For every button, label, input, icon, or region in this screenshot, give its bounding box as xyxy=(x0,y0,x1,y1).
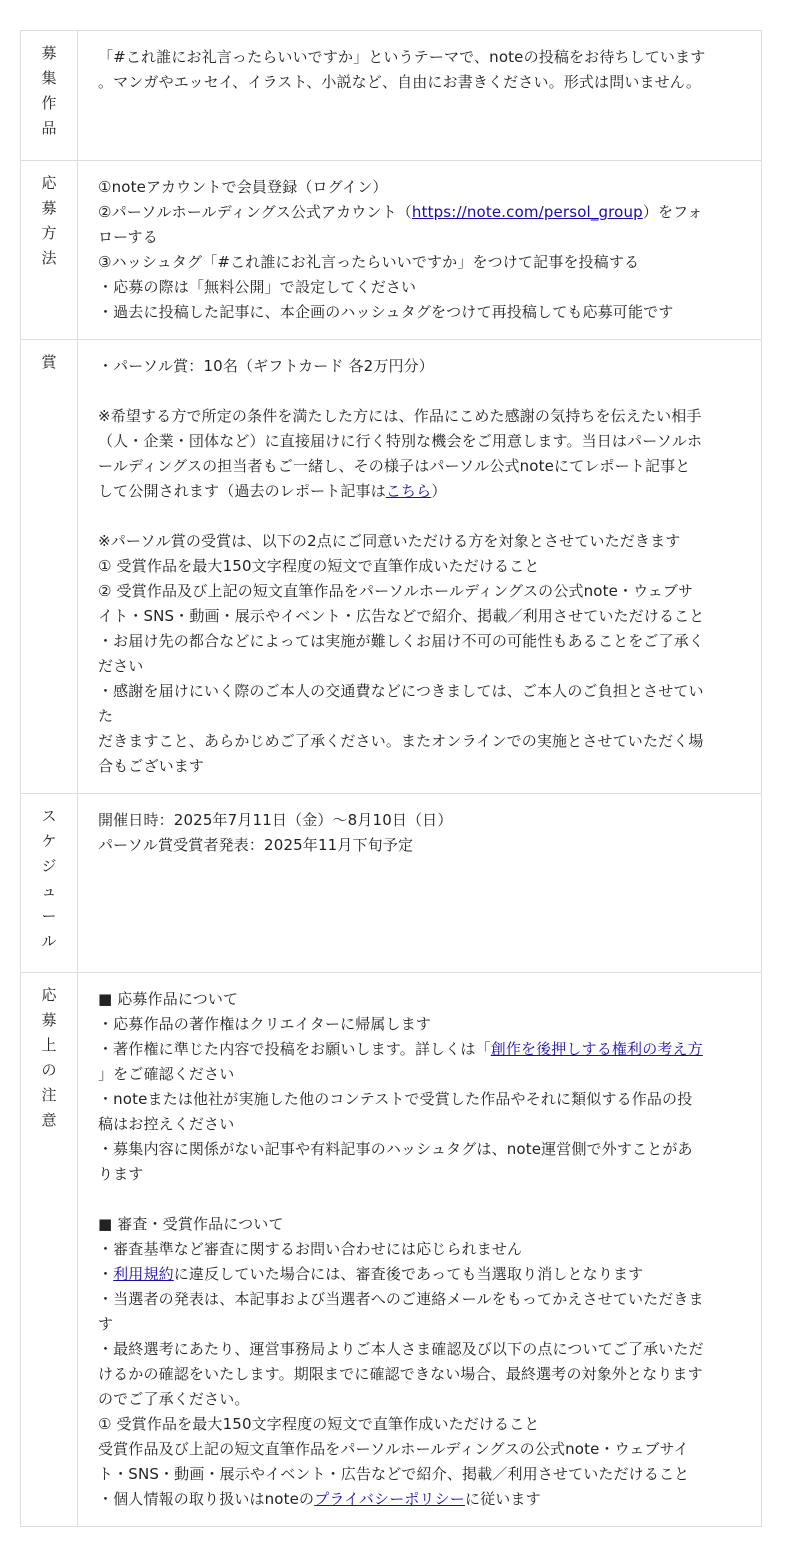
spacer xyxy=(98,1187,741,1212)
text-line: けるかの確認をいたします。期限までに確認できない場合、最終選考の対象外となります xyxy=(98,1365,703,1383)
row-content-entries xyxy=(78,31,762,161)
text-line: ります xyxy=(98,1165,144,1183)
text-line xyxy=(98,1262,741,1287)
text-line: す xyxy=(98,1315,114,1333)
row-label-cell xyxy=(21,340,78,794)
schedule-dates: 開催日時：2025年7月11日（金）〜8月10日（日） xyxy=(98,811,453,829)
row-content-notes xyxy=(78,973,762,1527)
text-line: 。マンガやエッセイ、イラスト、小説など、自由にお書きください。形式は問いません。 xyxy=(98,73,702,91)
past-report-link[interactable]: こちら xyxy=(385,482,432,500)
schedule-announcement: パーソル賞受賞者発表：2025年11月下旬予定 xyxy=(98,836,414,854)
text-line xyxy=(98,1037,741,1062)
text-line: ・感謝を届けにいく際のご本人の交通費などにつきましては、ご本人のご負担とさせてい xyxy=(98,682,704,700)
row-label-cell xyxy=(21,794,78,973)
text-span: に違反していた場合には、審査後であっても当選取り消しとなります xyxy=(173,1265,644,1283)
text-span: ・ xyxy=(98,1265,114,1283)
step-2-text: ②パーソルホールディングス公式アカウント（ xyxy=(98,203,412,221)
prize-line: ・パーソル賞：10名（ギフトカード 各2万円分） xyxy=(98,357,434,375)
row-content-prize xyxy=(78,340,762,794)
table-row-schedule xyxy=(21,794,762,973)
text-line: た xyxy=(98,707,114,725)
row-label-cell xyxy=(21,161,78,340)
note-line: ・過去に投稿した記事に、本企画のハッシュタグをつけて再投稿しても応募可能です xyxy=(98,303,674,321)
text-span: ・個人情報の取り扱いはnoteの xyxy=(98,1490,315,1508)
text-line: 合もございます xyxy=(98,757,205,775)
text-line: （人・企業・団体など）に直接届けに行く特別な機会をご用意します。当日はパーソルホ xyxy=(98,432,703,450)
text-line: ・応募作品の著作権はクリエイターに帰属します xyxy=(98,1015,432,1033)
text-line: ② 受賞作品及び上記の短文直筆作品をパーソルホールディングスの公式note・ウェブサ xyxy=(98,582,694,600)
text-line: ト・SNS・動画・展示やイベント・広告などで紹介、掲載／利用させていただけること xyxy=(98,1465,690,1483)
table-row-notes xyxy=(21,973,762,1527)
contest-info-table xyxy=(20,30,762,1527)
rights-guide-link[interactable]: 創作を後押しする権利の考え方 xyxy=(490,1040,703,1058)
step-2-wrap: ローする xyxy=(98,228,158,246)
text-line: 受賞作品及び上記の短文直筆作品をパーソルホールディングスの公式note・ウェブサイ xyxy=(98,1440,689,1458)
step-2 xyxy=(98,200,741,225)
text-span: して公開されます（過去のレポート記事は xyxy=(98,482,386,500)
step-1: ①noteアカウントで会員登録（ログイン） xyxy=(98,178,388,196)
text-line: のでご了承ください。 xyxy=(98,1390,250,1408)
text-line: ・当選者の発表は、本記事および当選者へのご連絡メールをもってかえさせていただきま xyxy=(98,1290,704,1308)
text-span: ・著作権に準じた内容で投稿をお願いします。詳しくは「 xyxy=(98,1040,491,1058)
table-row-entries xyxy=(21,31,762,161)
text-line xyxy=(98,1487,741,1512)
step-2-text-after: ）をフォ xyxy=(642,203,703,221)
text-span: に従います xyxy=(464,1490,541,1508)
text-line: ① 受賞作品を最大150文字程度の短文で直筆作成いただけること xyxy=(98,1415,540,1433)
table-row-how-to-apply xyxy=(21,161,762,340)
text-line: ・最終選考にあたり、運営事務局よりご本人さま確認及び以下の点についてご了承いただ xyxy=(98,1340,704,1358)
row-content-schedule xyxy=(78,794,762,973)
text-line: ・noteまたは他社が実施した他のコンテストで受賞した作品やそれに類似する作品の投 xyxy=(98,1090,693,1108)
persol-account-link[interactable]: https://note.com/persol_group xyxy=(411,203,643,221)
row-label-cell xyxy=(21,31,78,161)
text-line: イト・SNS・動画・展示やイベント・広告などで紹介、掲載／利用させていただけること xyxy=(98,607,705,625)
section-heading: ■ 審査・受賞作品について xyxy=(98,1215,284,1233)
text-line: だきますこと、あらかじめご了承ください。またオンラインでの実施とさせていただく場 xyxy=(98,732,704,750)
text-line: ださい xyxy=(98,657,144,675)
text-line: ・お届け先の都合などによっては実施が難しくお届け不可の可能性もあることをご了承く xyxy=(98,632,705,650)
spacer xyxy=(98,379,741,404)
text-line: ・審査基準など審査に関するお問い合わせには応じられません xyxy=(98,1240,523,1258)
text-line: ・募集内容に関係がない記事や有料記事のハッシュタグは、note運営側で外すことがあ xyxy=(98,1140,693,1158)
terms-of-use-link[interactable]: 利用規約 xyxy=(113,1265,174,1283)
row-label-prize: 賞 xyxy=(41,353,57,371)
row-label-entries: 募集作品 xyxy=(41,44,57,137)
row-label-cell xyxy=(21,973,78,1527)
spacer xyxy=(98,504,741,529)
text-line: 稿はお控えください xyxy=(98,1115,235,1133)
text-line: ① 受賞作品を最大150文字程度の短文で直筆作成いただけること xyxy=(98,557,540,575)
row-label-how-to-apply: 応募方法 xyxy=(41,174,57,267)
section-heading: ■ 応募作品について xyxy=(98,990,239,1008)
step-3: ③ハッシュタグ「#これ誰にお礼言ったらいいですか」をつけて記事を投稿する xyxy=(98,253,640,271)
text-line: 「#これ誰にお礼言ったらいいですか」というテーマで、noteの投稿をお待ちしています xyxy=(98,48,706,66)
row-label-schedule: スケジュール xyxy=(41,807,57,950)
row-content-how-to-apply xyxy=(78,161,762,340)
text-span: ） xyxy=(431,482,447,500)
note-line: ・応募の際は「無料公開」で設定してください xyxy=(98,278,417,296)
text-line: 」をご確認ください xyxy=(98,1065,235,1083)
row-label-notes: 応募上の注意 xyxy=(41,986,57,1129)
table-row-prize xyxy=(21,340,762,794)
text-line: ※希望する方で所定の条件を満たした方には、作品にこめた感謝の気持ちを伝えたい相手 xyxy=(98,407,702,425)
privacy-policy-link[interactable]: プライバシーポリシー xyxy=(314,1490,465,1508)
text-line: ールディングスの担当者もご一緒し、その様子はパーソル公式noteにてレポート記事と xyxy=(98,457,691,475)
text-line xyxy=(98,479,741,504)
text-line: ※パーソル賞の受賞は、以下の2点にご同意いただける方を対象とさせていただきます xyxy=(98,532,681,550)
